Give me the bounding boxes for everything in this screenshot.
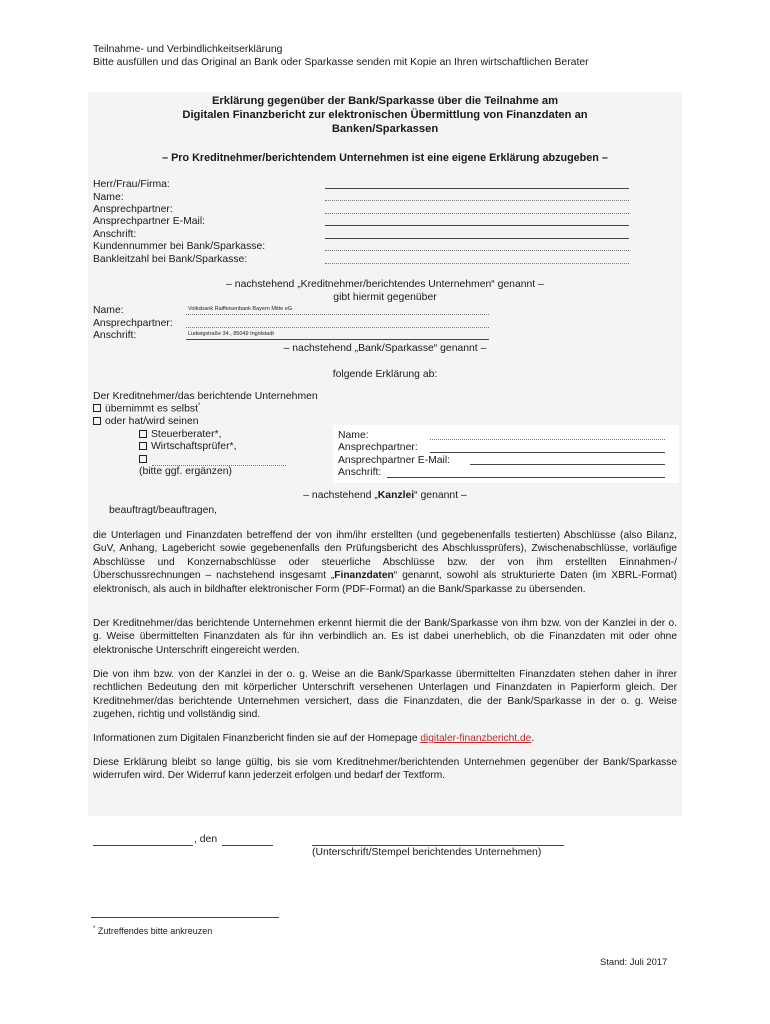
date-separator: , den [194,834,218,845]
title-line-1: Erklärung gegenüber der Bank/Sparkasse über die Teilnahme am [211,95,559,107]
title-line-2: Digitalen Finanzbericht zur elektronischen Übermittlung von Finanzdaten an [182,109,588,121]
borrower-field-contact: Ansprechpartner: [93,204,173,215]
options-intro: Der Kreditnehmer/das berichtende Unternehmen [93,391,318,402]
chancellery-name-label: Name: [338,430,369,441]
option-other-label: oder hat/wird seinen [105,416,199,427]
header-instruction: Bitte ausfüllen und das Original an Bank oder Sparkasse senden mit Kopie an Ihren wirtschaftlichen Berater [93,57,589,68]
input-line-contact-email[interactable] [325,225,629,226]
bank-contact-line[interactable] [186,327,489,328]
input-line-customer-number[interactable] [325,250,629,251]
chancellery-address-label: Anschrift: [338,467,382,478]
chancellery-contact-line[interactable] [430,452,665,453]
option-self [93,403,200,416]
option-auditor [139,441,236,454]
bank-address-line[interactable] [186,339,489,340]
other-checkbox[interactable] [93,417,101,425]
footnote-divider [91,917,279,918]
borrower-field-contact-email: Ansprechpartner E-Mail: [93,216,206,227]
bank-address-label: Anschrift: [93,330,137,341]
input-line-name[interactable] [325,200,629,201]
borrower-field-bank-code: Bankleitzahl bei Bank/Sparkasse: [93,254,248,265]
borrower-note: – nachstehend „Kreditnehmer/berichtendes Unternehmen“ genannt – [226,279,544,290]
declaration-intro: folgende Erklärung ab: [332,369,438,380]
borrower-field-company: Herr/Frau/Firma: [93,179,170,190]
paragraph-legal-equivalence: Die von ihm bzw. von der Kanzlei in der o. g. Weise an die Bank/Sparkasse übermittelten Finanzdaten stehen daher in ihrer rechtlichen Bedeutung den mit körperlicher Unterschrift versehenen Unterlagen und Finanzdaten in Papierform gleich. Der Kreditnehmer/das berichtende Unternehmen versichert, dass die Finanzdaten, die der Bank/Sparkasse in der o. g. Weise zugehen, richtig und vollständig sind. [93,669,677,721]
borrower-field-address: Anschrift: [93,229,137,240]
bank-note: – nachstehend „Bank/Sparkasse“ genannt – [283,343,487,354]
borrower-field-name: Name: [93,192,124,203]
signature-label: (Unterschrift/Stempel berichtendes Unternehmen) [312,847,542,858]
paragraph-validity: Diese Erklärung bleibt so lange gültig, bis sie vom Kreditnehmer/berichtenden Unternehmen gegenüber der Bank/Sparkasse widerrufen wird. Der Widerruf kann jederzeit erfolgen und bedarf der Textform. [93,757,677,782]
footnote [93,926,212,937]
bank-address-value: Ludwigstraße 34., 85049 Ingolstadt [188,331,274,337]
bank-name-value: Volksbank Raiffeisenbank Bayern Mitte eG [188,306,293,312]
commissioned-text: beauftragt/beauftragen, [109,505,218,516]
paragraph-info: Informationen zum Digitalen Finanzbericht finden sie auf der Homepage digitaler-finanzbericht.de. [93,733,535,744]
header-title: Teilnahme- und Verbindlichkeitserklärung [93,44,283,55]
borrower-note-continued: gibt hiermit gegenüber [333,292,437,303]
chancellery-address-line[interactable] [387,477,665,478]
option-tax-advisor [139,429,221,442]
bank-contact-label: Ansprechpartner: [93,318,173,329]
option-tax-advisor-label: Steuerberater*, [151,429,222,440]
option-other [93,416,199,429]
chancellery-note: – nachstehend „Kanzlei“ genannt – [303,490,467,501]
date-line[interactable] [222,845,273,846]
borrower-field-customer-number: Kundennummer bei Bank/Sparkasse: [93,241,266,252]
option-self-label: übernimmt es selbst [105,403,198,415]
input-line-address[interactable] [325,238,629,239]
title-line-3: Banken/Sparkassen [331,123,439,135]
footnote-marker: * [93,926,96,932]
chancellery-contact-email-label: Ansprechpartner E-Mail: [338,455,451,466]
option-custom [139,454,151,467]
auditor-checkbox[interactable] [139,442,147,450]
document-date: Stand: Juli 2017 [600,956,668,967]
chancellery-name-line[interactable] [430,439,665,440]
footnote-text: Zutreffendes bitte ankreuzen [97,926,213,936]
paragraph-financial-data: die Unterlagen und Finanzdaten betreffend der von ihm/ihr erstellten (und gegebenenfalls testierten) Abschlüsse (also Bilanz, GuV, Anhang, Lagebericht sowie gegebenenfalls den Prüfungsbericht des Abschlussprüfers), Zwischenabschlüsse, vorläufige Abschlüsse und Konzernabschlüsse oder steuerliche Abschlüsse bzw. der von ihm erstellten Einnahmen-/Überschussrechnungen – nachstehend insgesamt „Finanzdaten“ genannt, sowohl als strukturierte Daten (im XBRL-Format) elektronisch, als auch in bildhafter elektronischer Form (PDF-Format) an die Bank/Sparkasse zu übersenden. [93,530,677,595]
place-line[interactable] [93,845,193,846]
input-line-bank-code[interactable] [325,263,629,264]
input-line-contact[interactable] [325,213,629,214]
tax-advisor-checkbox[interactable] [139,430,147,438]
chancellery-contact-label: Ansprechpartner: [338,442,418,453]
homepage-link[interactable]: digitaler-finanzbericht.de [420,733,532,744]
subtitle: – Pro Kreditnehmer/berichtendem Unternehmen ist eine eigene Erklärung abzugeben – [162,152,608,164]
custom-checkbox[interactable] [139,455,147,463]
footnote-marker-self: * [197,403,201,409]
bank-name-label: Name: [93,305,124,316]
chancellery-contact-email-line[interactable] [470,464,665,465]
bank-name-line[interactable] [186,314,489,315]
input-line-company[interactable] [325,188,629,189]
self-checkbox[interactable] [93,404,101,412]
paragraph-binding: Der Kreditnehmer/das berichtende Unternehmen erkennt hiermit die der Bank/Sparkasse von ihm bzw. von der Kanzlei in der o. g. Weise übermittelten Finanzdaten als für ihn verbindlich an. Es ist dabei unerheblich, ob die Finanzdaten mit oder ohne elektronische Unterschrift eingereicht werden. [93,618,677,656]
signature-line[interactable] [312,845,564,846]
option-auditor-label: Wirtschaftsprüfer*, [151,441,237,452]
option-supplement-hint: (bitte ggf. ergänzen) [139,466,232,477]
